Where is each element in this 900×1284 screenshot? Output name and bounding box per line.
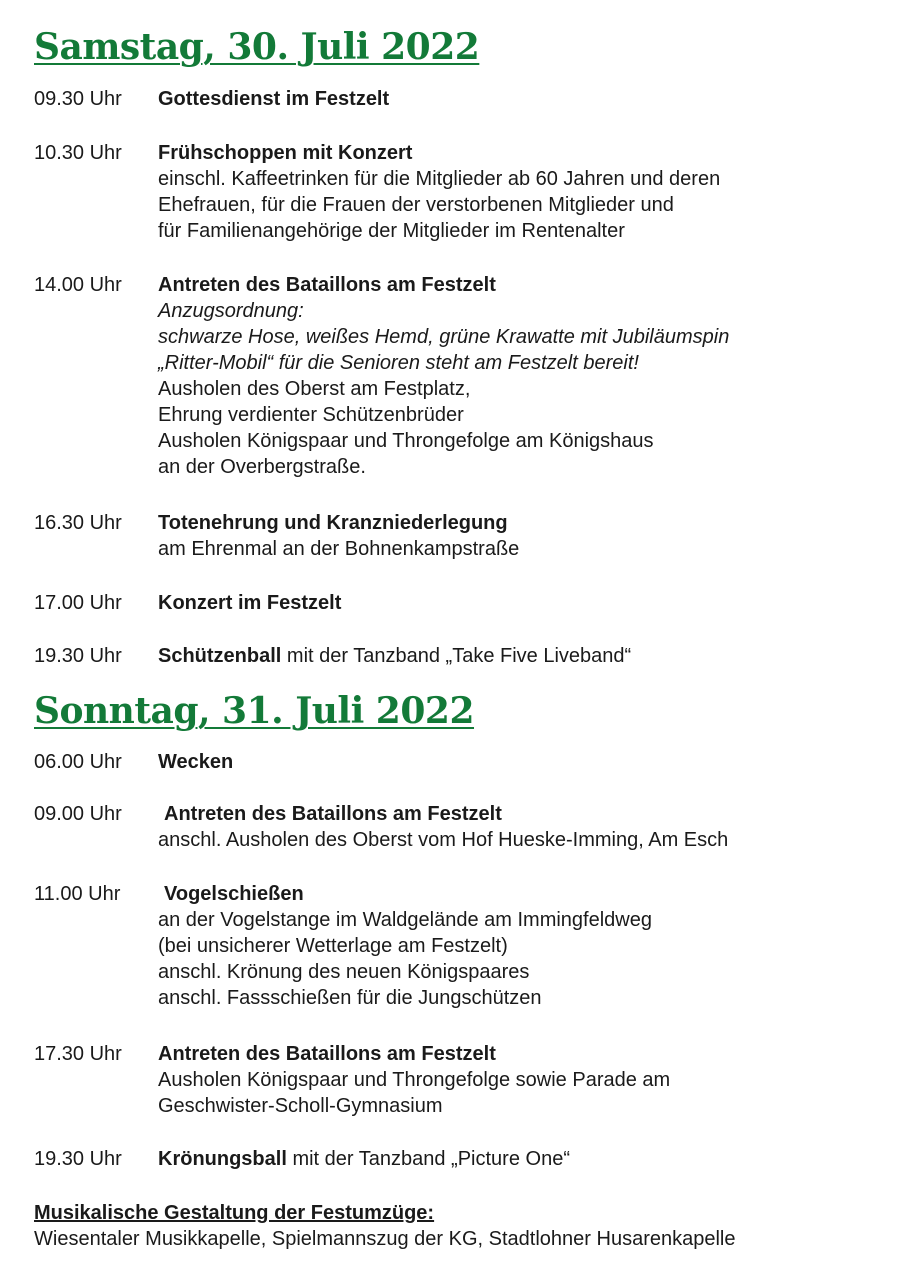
event-detail-line: an der Vogelstange im Waldgelände am Immingfeldweg xyxy=(158,909,652,931)
dress-code-text: schwarze Hose, weißes Hemd, grüne Krawatte mit Jubiläumspin xyxy=(158,326,730,348)
event-time: 19.30 Uhr xyxy=(34,645,122,667)
event-title: Vogelschießen xyxy=(164,883,304,905)
event-time: 17.00 Uhr xyxy=(34,592,122,614)
event-detail-line: Ehrung verdienter Schützenbrüder xyxy=(158,404,464,426)
event-title: Krönungsball xyxy=(158,1148,287,1170)
event-title: Frühschoppen mit Konzert xyxy=(158,142,413,164)
event-detail-line: Ausholen des Oberst am Festplatz, xyxy=(158,378,471,400)
event-detail-line: Geschwister-Scholl-Gymnasium xyxy=(158,1095,443,1117)
event-time: 17.30 Uhr xyxy=(34,1043,122,1065)
event-time: 11.00 Uhr xyxy=(34,883,121,905)
event-detail-line: anschl. Ausholen des Oberst vom Hof Hueske-Imming, Am Esch xyxy=(158,829,729,851)
day2-title: Sonntag, 31. Juli 2022 xyxy=(34,690,475,732)
event-detail-line: anschl. Fassschießen für die Jungschützen xyxy=(158,987,542,1009)
event-title: Konzert im Festzelt xyxy=(158,592,342,614)
event-title: Schützenball xyxy=(158,645,282,667)
event-time: 14.00 Uhr xyxy=(34,274,122,296)
event-time: 09.00 Uhr xyxy=(34,803,122,825)
event-time: 06.00 Uhr xyxy=(34,751,122,773)
music-heading: Musikalische Gestaltung der Festumzüge: xyxy=(34,1202,435,1224)
senior-shuttle-note: „Ritter-Mobil“ für die Senioren steht am Festzelt bereit! xyxy=(158,352,639,374)
event-detail-line: einschl. Kaffeetrinken für die Mitglieder ab 60 Jahren und deren xyxy=(158,168,721,190)
event-detail-line: Ausholen Königspaar und Throngefolge sowie Parade am xyxy=(158,1069,671,1091)
event-time: 19.30 Uhr xyxy=(34,1148,122,1170)
dress-code-label: Anzugsordnung: xyxy=(158,300,304,322)
event-time: 10.30 Uhr xyxy=(34,142,122,164)
event-title-suffix: mit der Tanzband „Picture One“ xyxy=(286,1148,570,1170)
event-title: Wecken xyxy=(158,751,234,773)
event-detail-line: Ehefrauen, für die Frauen der verstorbenen Mitglieder und xyxy=(158,194,674,216)
event-title: Antreten des Bataillons am Festzelt xyxy=(158,1043,496,1065)
event-detail-line: Ausholen Königspaar und Throngefolge am Königshaus xyxy=(158,430,654,452)
event-detail-line: an der Overbergstraße. xyxy=(158,456,366,478)
event-detail-line: für Familienangehörige der Mitglieder im Rentenalter xyxy=(158,220,625,242)
event-title: Antreten des Bataillons am Festzelt xyxy=(164,803,502,825)
event-detail-line: am Ehrenmal an der Bohnenkampstraße xyxy=(158,538,520,560)
event-time: 09.30 Uhr xyxy=(34,88,122,110)
event-title: Gottesdienst im Festzelt xyxy=(158,88,390,110)
event-title: Totenehrung und Kranzniederlegung xyxy=(158,512,508,534)
music-text: Wiesentaler Musikkapelle, Spielmannszug der KG, Stadtlohner Husarenkapelle xyxy=(34,1228,736,1250)
event-title-suffix: mit der Tanzband „Take Five Liveband“ xyxy=(281,645,632,667)
event-detail-line: anschl. Krönung des neuen Königspaares xyxy=(158,961,530,983)
event-title: Antreten des Bataillons am Festzelt xyxy=(158,274,496,296)
day1-title: Samstag, 30. Juli 2022 xyxy=(34,26,480,68)
event-detail-line: (bei unsicherer Wetterlage am Festzelt) xyxy=(158,935,508,957)
event-time: 16.30 Uhr xyxy=(34,512,122,534)
